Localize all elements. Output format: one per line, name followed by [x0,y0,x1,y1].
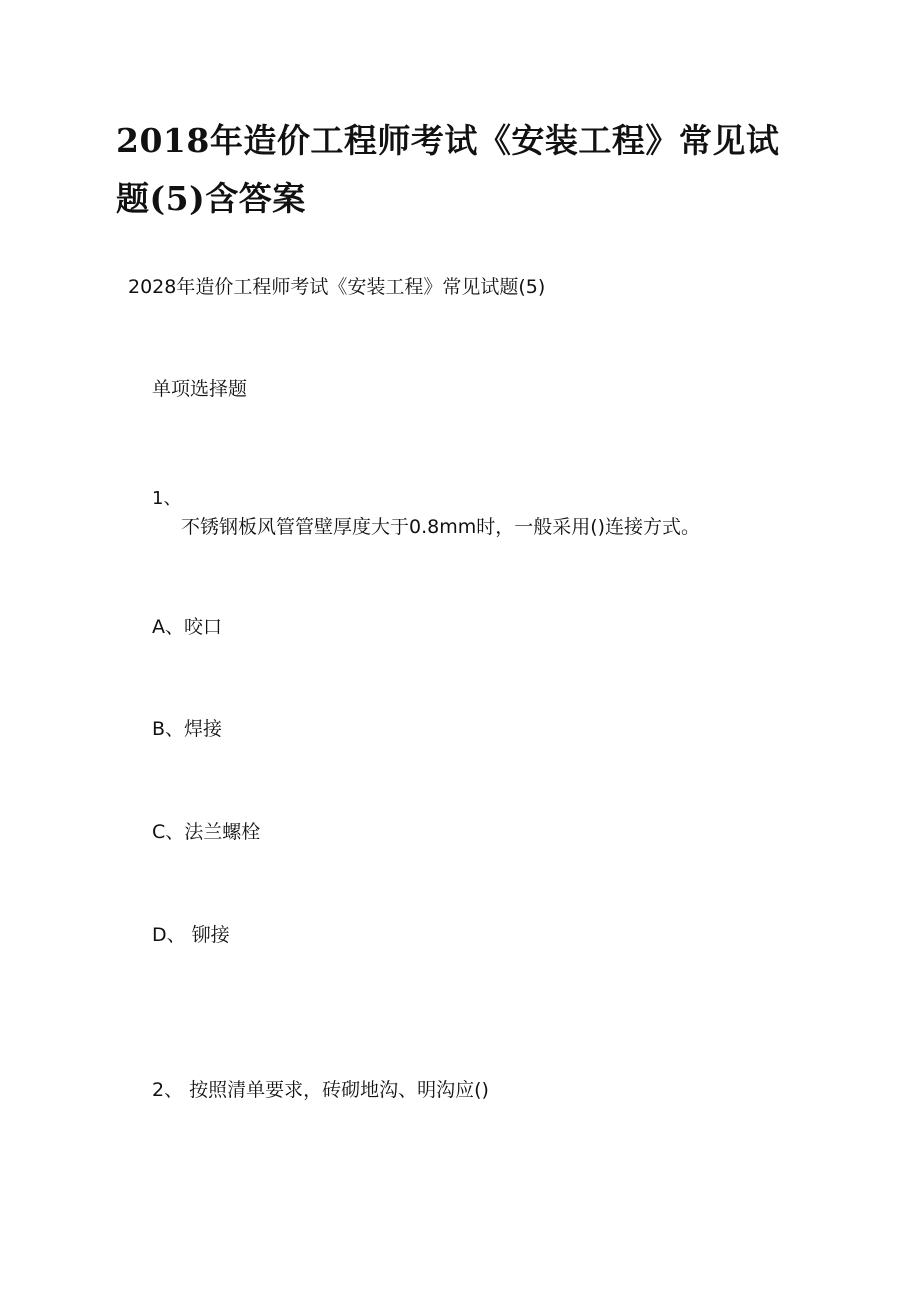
question-1-text: 不锈钢板风管管壁厚度大于0.8mm时，一般采用()连接方式。 [181,516,701,538]
question-1-number: 1、 [152,488,182,509]
question-1-option-d: D、 铆接 [152,924,230,946]
question-1-option-b: B、焊接 [152,718,223,740]
section-heading: 单项选择题 [152,378,248,400]
document-subtitle: 2028年造价工程师考试《安装工程》常见试题(5) [128,276,546,298]
document-title: 2018年造价工程师考试《安装工程》常见试题(5)含答案 [116,121,780,218]
question-1-option-a: A、咬口 [152,616,222,638]
question-1-option-c: C、法兰螺栓 [152,821,261,843]
question-2-text: 2、 按照清单要求，砖砌地沟、明沟应() [152,1079,489,1101]
